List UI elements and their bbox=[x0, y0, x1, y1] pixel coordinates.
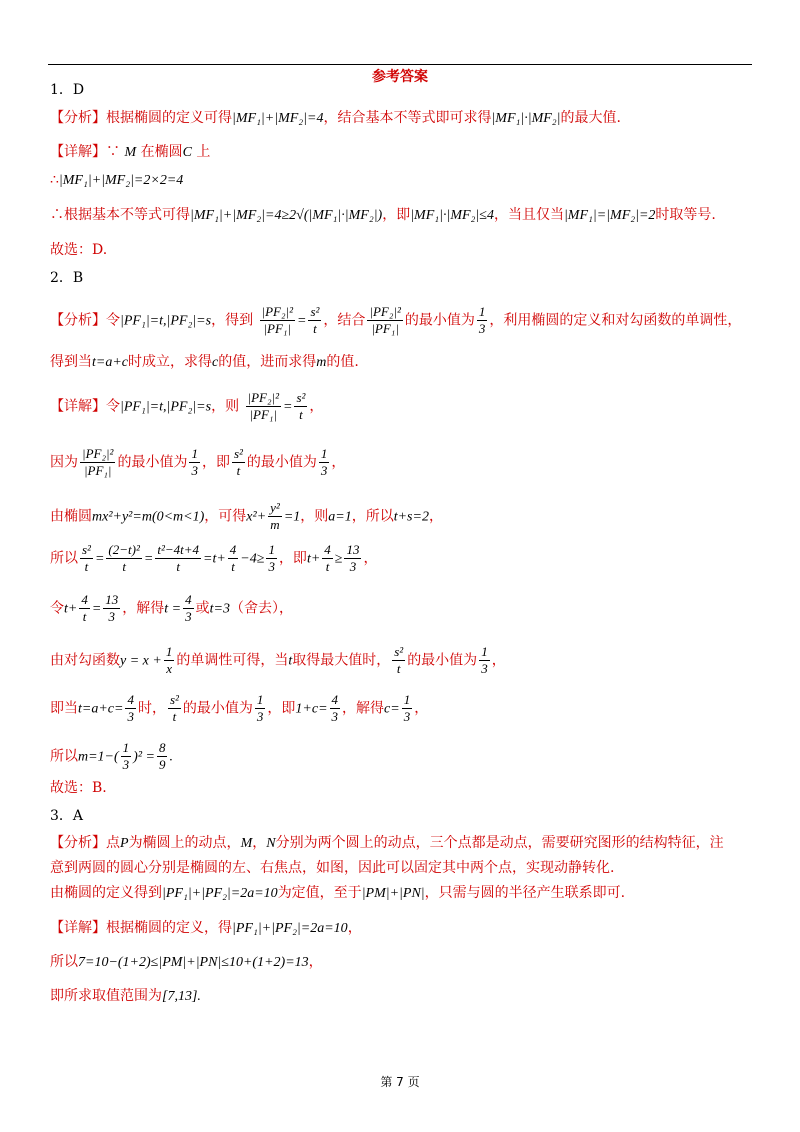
top-rule bbox=[48, 64, 752, 65]
fraction: $\frac{1}{3}$ bbox=[481, 644, 488, 676]
fraction: $\frac{1}{x}$ bbox=[165, 644, 173, 676]
fraction: $\frac{\text{(2−t)²}}{t}$ bbox=[108, 542, 140, 574]
fraction: $\frac{13}{3}$ bbox=[346, 542, 360, 574]
fraction: $\frac{1}{3}$ bbox=[403, 692, 411, 724]
fraction: $\frac{4}{t}$ bbox=[324, 542, 331, 574]
q1-detail-tag: 【详解】 bbox=[50, 144, 106, 160]
q1-label: 1．D bbox=[50, 82, 85, 98]
q2-ellipse: 由椭圆mx²+y²=m(0<m<1)，可得x²+ $\frac{\text{y²}}{m}$ =1，则a=1，所以t+s=2， bbox=[50, 500, 443, 532]
q2-let: 令t+ $\frac{4}{t}$ = $\frac{13}{3}$ ，解得t = $\frac{4}{3}$ 或t=3（舍去）， bbox=[50, 592, 293, 624]
q3-label: 3．A bbox=[50, 808, 84, 824]
q1-analysis-tag: 【分析】 bbox=[50, 110, 106, 126]
q1-analysis: 【分析】根据椭圆的定义可得|MF₁|+|MF₂|=4，结合基本不等式即可求得|MF₁|·|MF₂|的最大值. bbox=[50, 110, 621, 126]
fraction: $\frac{13}{3}$ bbox=[105, 592, 119, 624]
fraction: $\frac{\text{|PF₂|²}}{\text{|PF₁|}}$ bbox=[261, 304, 293, 336]
q3-analysis-line2: 意到两圆的圆心分别是椭圆的左、右焦点，如图，因此可以固定其中两个点，实现动静转化. bbox=[50, 860, 615, 876]
q1-choose: 故选：D. bbox=[50, 242, 108, 258]
q2-analysis-line2: 得到当t=a+c时成立，求得c的值，进而求得m的值. bbox=[50, 354, 359, 370]
fraction: $\frac{1}{3}$ bbox=[122, 740, 130, 772]
fraction: $\frac{\text{s²}}{t}$ bbox=[394, 644, 404, 676]
fraction: $\frac{1}{3}$ bbox=[478, 304, 486, 336]
fraction: $\frac{\text{|PF₂|²}}{\text{|PF₁|}}$ bbox=[247, 390, 279, 422]
fraction: $\frac{1}{3}$ bbox=[268, 542, 275, 574]
fraction: $\frac{\text{s²}}{t}$ bbox=[82, 542, 91, 574]
q3-analysis-line3: 由椭圆的定义得到|PF₁|+|PF₂|=2a=10为定值，至于|PM|+|PN|，只需与圆的半径产生联系即可. bbox=[50, 885, 626, 901]
fraction: $\frac{4}{t}$ bbox=[229, 542, 237, 574]
q2-choose: 故选：B. bbox=[50, 780, 107, 796]
q3-analysis: 【分析】点P为椭圆上的动点，M，N分别为两个圆上的动点，三个点都是动点，需要研究图形的结构特征，注 bbox=[50, 835, 724, 851]
fraction: $\frac{4}{3}$ bbox=[127, 692, 134, 724]
q3-so: 所以7=10−(1+2)≤|PM|+|PN|≤10+(1+2)=13， bbox=[50, 954, 323, 970]
fraction: $\frac{\text{|PF₂|²}}{\text{|PF₁|}}$ bbox=[369, 304, 401, 336]
fraction: $\frac{\text{s²}}{t}$ bbox=[310, 304, 320, 336]
q3-detail: 【详解】根据椭圆的定义，得|PF₁|+|PF₂|=2a=10， bbox=[50, 920, 362, 936]
q2-final: 所以m=1−( $\frac{1}{3}$ )² = $\frac{8}{9}$ . bbox=[50, 740, 173, 772]
page-number: 第 7 页 bbox=[380, 1075, 420, 1089]
fraction: $\frac{\text{t²−4t+4}}{t}$ bbox=[157, 542, 199, 574]
fraction: $\frac{1}{3}$ bbox=[256, 692, 264, 724]
q2-because: 因为 $\frac{\text{|PF₂|²}}{\text{|PF₁|}}$ 的最小值为 $\frac{1}{3}$ ，即 $\frac{\text{s²}}{t}$ 的最小值为 $\frac{1}{3}$ ， bbox=[50, 446, 346, 478]
q2-mono: 由对勾函数y = x + $\frac{1}{x}$ 的单调性可得，当t取得最大值时， $\frac{\text{s²}}{t}$ 的最小值为 $\frac{1}{3}$ ， bbox=[50, 644, 506, 676]
fraction: $\frac{4}{t}$ bbox=[81, 592, 88, 624]
fraction: $\frac{\text{|PF₂|²}}{\text{|PF₁|}}$ bbox=[82, 446, 114, 478]
fraction: $\frac{\text{s²}}{t}$ bbox=[296, 390, 306, 422]
q2-label: 2．B bbox=[50, 270, 84, 286]
fraction: $\frac{\text{s²}}{t}$ bbox=[233, 446, 243, 478]
fraction: $\frac{1}{3}$ bbox=[320, 446, 328, 478]
q2-analysis: 【分析】令|PF₁|=t,|PF₂|=s，得到 $\frac{\text{|PF₂|²}}{\text{|PF₁|}}$ = $\frac{\text{s²}}{t}$ ，结合 $\frac{\text{|PF₂|²}}{\text{|PF₁|}}$ 的最小值为 $\frac{1}{3}$ ，利用椭圆的定义和对勾函数的单调性， bbox=[50, 304, 742, 336]
fraction: $\frac{\text{y²}}{m}$ bbox=[270, 500, 280, 532]
q2-so: 所以 $\frac{\text{s²}}{t}$ = $\frac{\text{(2−t)²}}{t}$ = $\frac{\text{t²−4t+4}}{t}$ =t+ $\frac{4}{t}$ −4≥ $\frac{1}{3}$ ，即t+ $\frac{4}{t}$ ≥ $\frac{13}{3}$ ， bbox=[50, 542, 378, 574]
q3-range: 即所求取值范围为[7,13]. bbox=[50, 988, 201, 1004]
page-title: 参考答案 bbox=[372, 69, 428, 85]
fraction: $\frac{4}{3}$ bbox=[185, 592, 192, 624]
q1-line4: ∴根据基本不等式可得|MF₁|+|MF₂|=4≥2√(|MF₁|·|MF₂|)，即|MF₁|·|MF₂|≤4，当且仅当|MF₁|=|MF₂|=2时取等号. bbox=[50, 207, 716, 223]
q2-when: 即当t=a+c= $\frac{4}{3}$ 时， $\frac{\text{s²}}{t}$ 的最小值为 $\frac{1}{3}$ ，即1+c= $\frac{4}{3}$ ，解得c= $\frac{1}{3}$ ， bbox=[50, 692, 429, 724]
fraction: $\frac{8}{9}$ bbox=[158, 740, 166, 772]
fraction: $\frac{\text{s²}}{t}$ bbox=[169, 692, 179, 724]
fraction: $\frac{4}{3}$ bbox=[331, 692, 339, 724]
q1-detail: 【详解】∵ M 在椭圆C 上 bbox=[50, 144, 211, 160]
q1-line3: ∴|MF₁|+|MF₂|=2×2=4 bbox=[50, 172, 184, 188]
fraction: $\frac{1}{3}$ bbox=[191, 446, 198, 478]
q2-detail: 【详解】令|PF₁|=t,|PF₂|=s，则 $\frac{\text{|PF₂|²}}{\text{|PF₁|}}$ = $\frac{\text{s²}}{t}$ ， bbox=[50, 390, 324, 422]
